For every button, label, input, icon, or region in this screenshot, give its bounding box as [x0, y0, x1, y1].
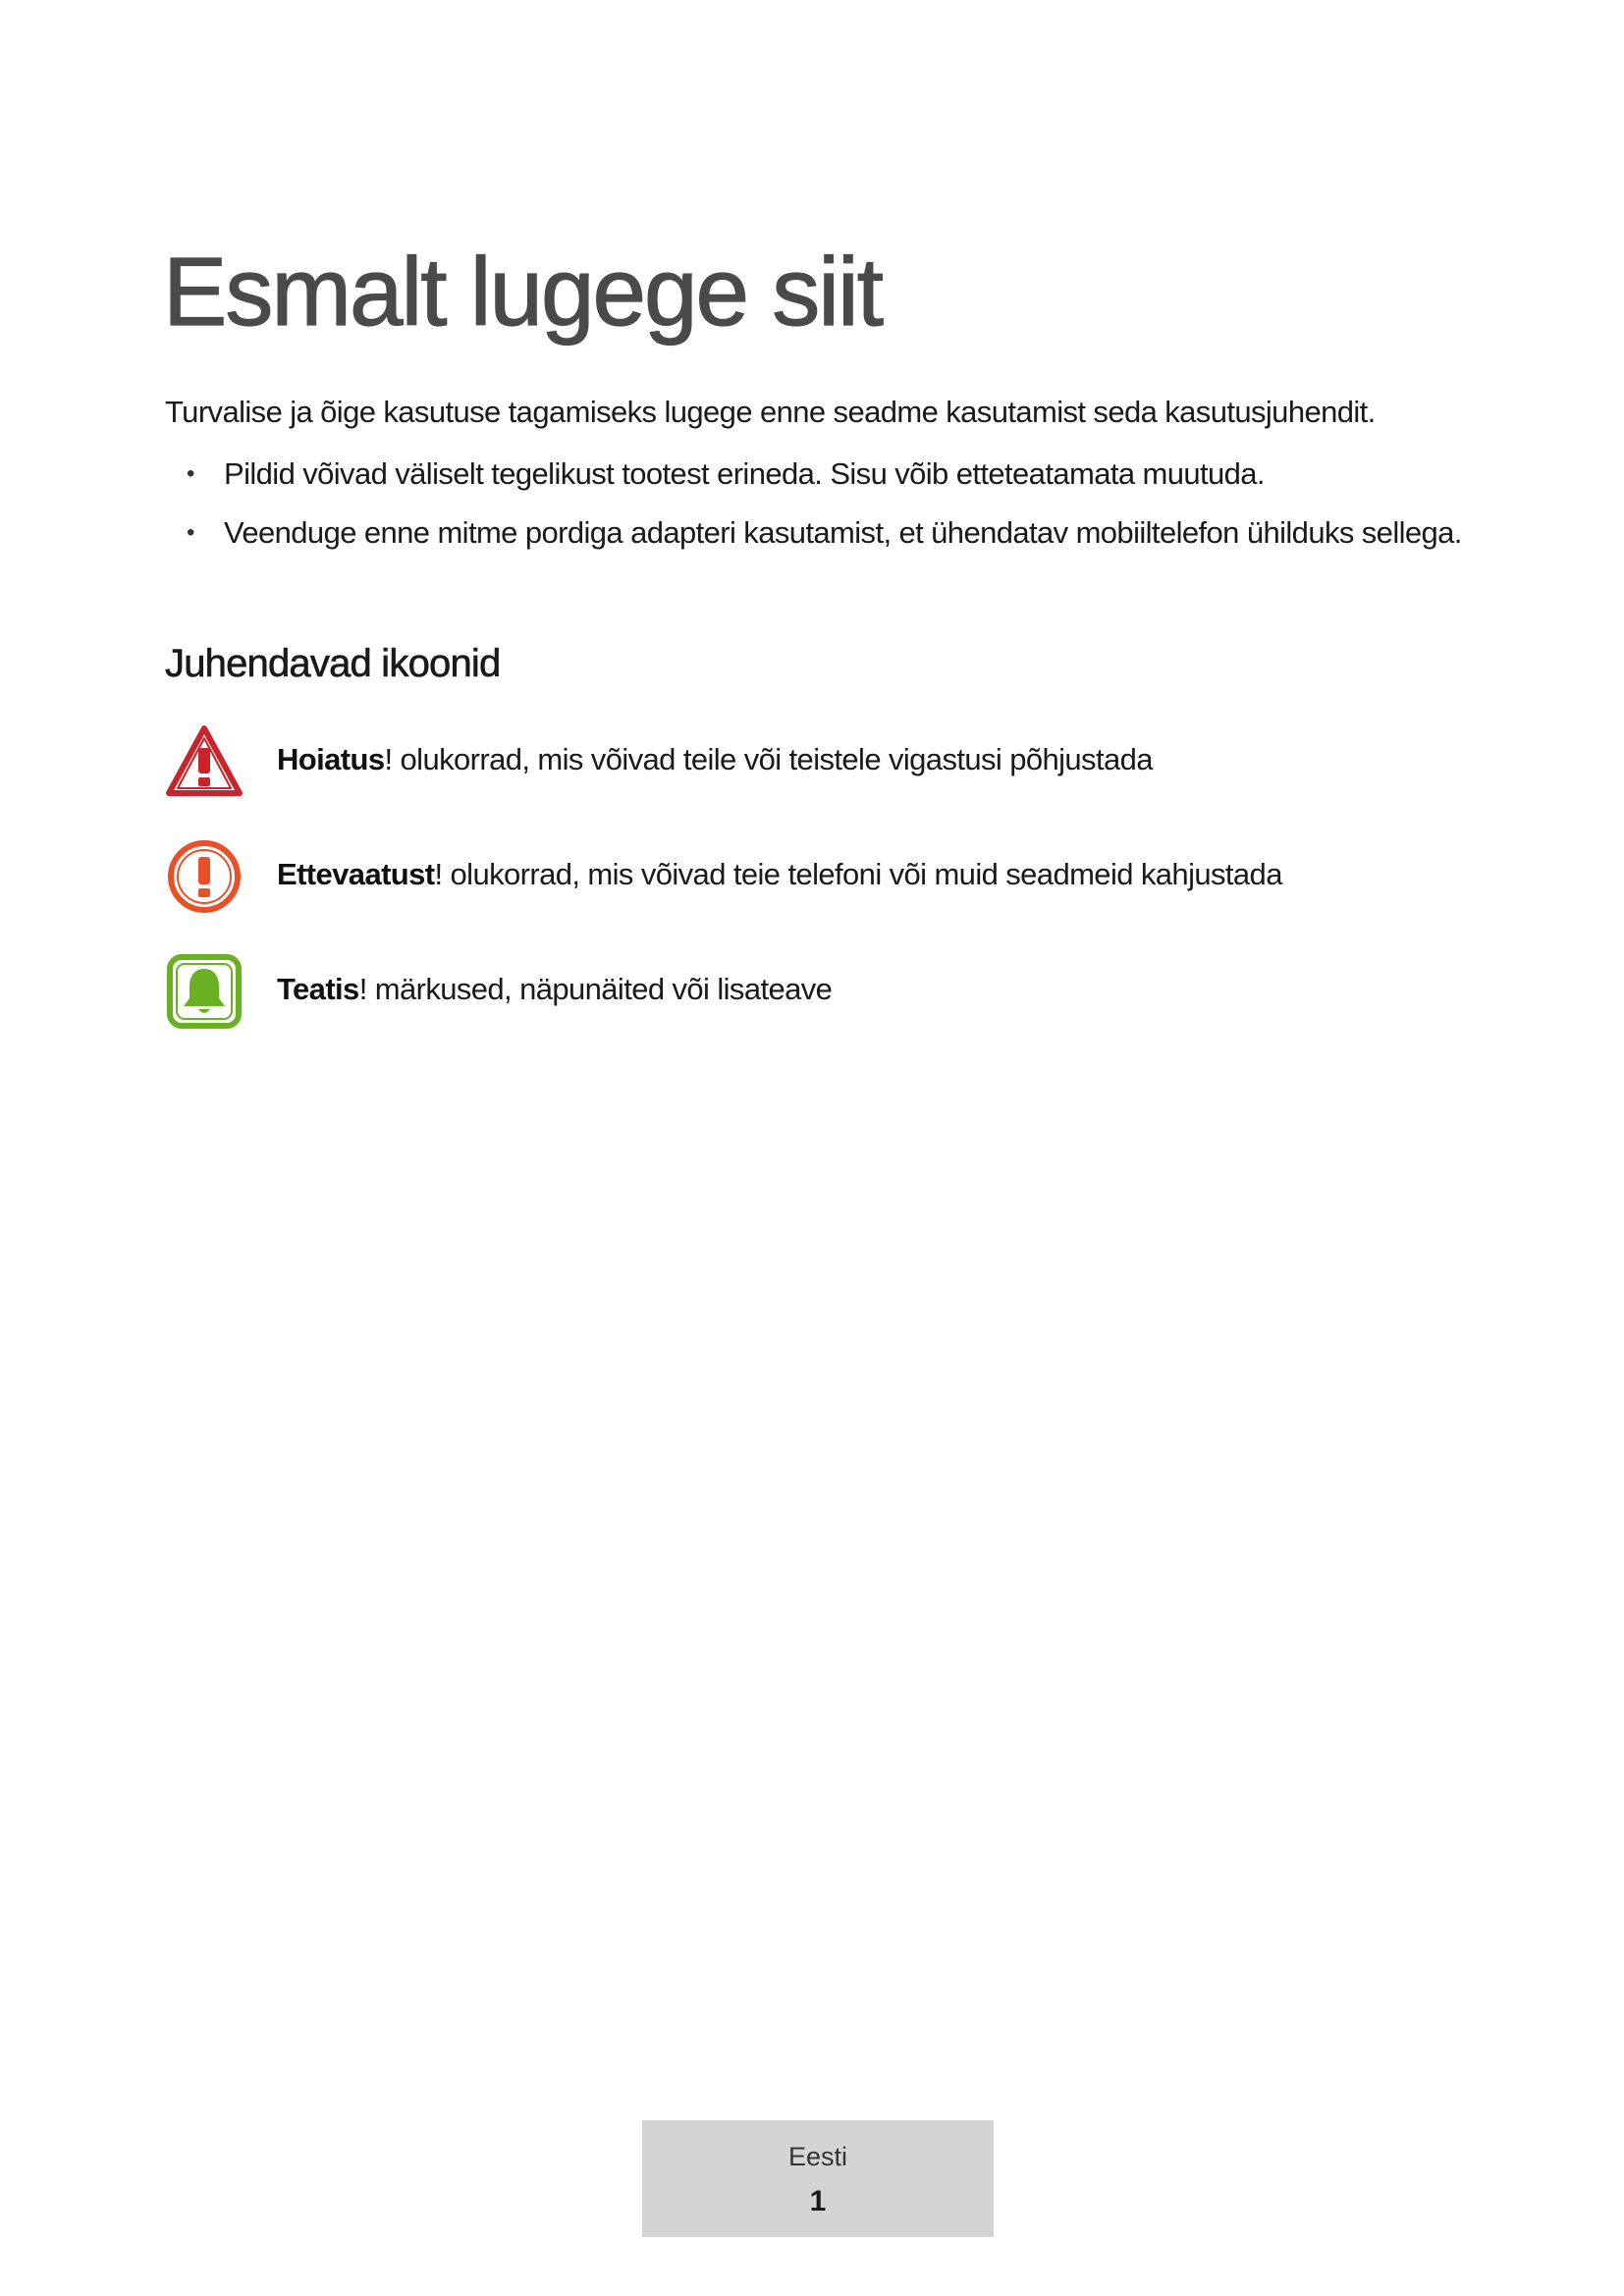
icon-description	[277, 742, 1153, 777]
warning-triangle-icon	[165, 722, 244, 801]
list-item	[165, 452, 1481, 497]
caution-circle-icon	[165, 837, 244, 916]
footer-language: Eesti	[787, 2142, 848, 2171]
page-footer	[642, 2120, 994, 2237]
bullet-dot-icon: •	[187, 519, 194, 546]
icon-row-warning	[165, 722, 1520, 801]
icon-text: ! olukorrad, mis võivad teile või teistele vigastusi põhjustada	[384, 742, 1153, 776]
intro-text: Turvalise ja õige kasutuse tagamiseks lugege enne seadme kasutamist seda kasutusjuhendit.	[165, 395, 1376, 429]
bullet-list	[165, 452, 1481, 569]
icon-description	[277, 857, 1282, 892]
icon-text: ! märkused, näpunäited või lisateave	[358, 972, 833, 1006]
section-heading: Juhendavad ikoonid	[165, 642, 501, 685]
page-title: Esmalt lugege siit	[163, 238, 883, 346]
icon-label: Ettevaatust	[277, 857, 435, 891]
icon-description	[277, 972, 832, 1007]
icon-label: Teatis	[277, 972, 359, 1006]
bullet-text: Veenduge enne mitme pordiga adapteri kasutamist, et ühendatav mobiiltelefon ühilduks sellega.	[224, 515, 1462, 550]
page-number: 1	[809, 2185, 827, 2217]
list-item	[165, 510, 1481, 556]
bullet-text: Pildid võivad väliselt tegelikust tootest erineda. Sisu võib etteteatamata muutuda.	[224, 456, 1265, 491]
icon-text: ! olukorrad, mis võivad teie telefoni või muid seadmeid kahjustada	[434, 857, 1282, 891]
bullet-dot-icon: •	[187, 460, 194, 487]
icon-row-caution	[165, 837, 1520, 916]
note-bell-icon	[165, 952, 244, 1031]
icon-row-note	[165, 952, 1520, 1031]
icon-label: Hoiatus	[277, 742, 385, 776]
